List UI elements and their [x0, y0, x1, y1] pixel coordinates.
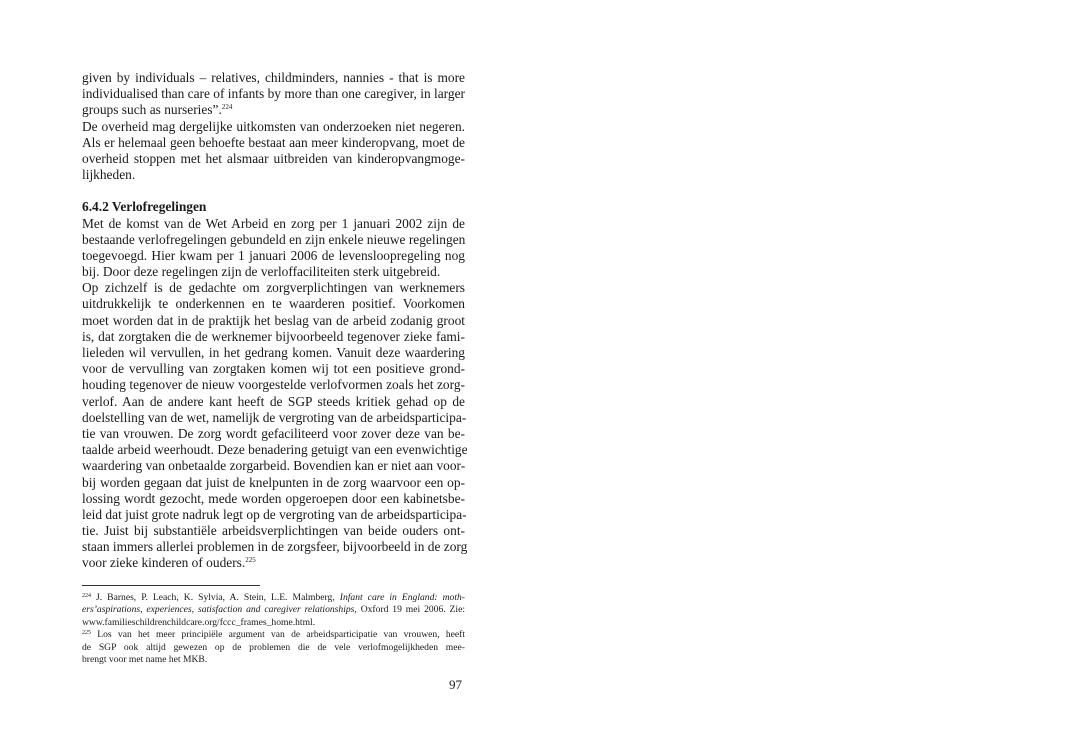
text-line: given by individuals – relatives, childminders, nannies - that is more [82, 70, 465, 85]
footnote-number: 225 [82, 630, 91, 637]
text-line [82, 102, 465, 118]
footnote-number: 224 [82, 593, 91, 599]
footnote-line [82, 592, 465, 604]
text-line: Als er helemaal geen behoefte bestaat aan meer kinderopvang, moet de [82, 134, 465, 150]
footnotes [82, 592, 465, 666]
footnote-line: brengt voor met name het MKB. [82, 653, 208, 665]
footnote-line [82, 629, 465, 641]
text-line: houding tegenover de nieuw voorgestelde verlofvormen zoals het zorg- [82, 377, 465, 393]
text-line: tie van vrouwen. De zorg wordt gefaciliteerd voor zover deze van be- [82, 425, 465, 441]
section-heading: 6.4.2 Verlofregelingen [82, 199, 207, 215]
footnote-text: Los van het meer principiële argument van de arbeidsparticipatie van vrouwen, heeft [91, 629, 465, 641]
text-line: toegevoegd. Hier kwam per 1 januari 2006 de levensloopregeling nog [82, 247, 465, 263]
text-fragment: groups such as nurseries”. [82, 102, 222, 118]
text-line: tie. Juist bij substantiële arbeidsverplichtingen van beide ouders ont- [82, 523, 465, 539]
footnote-line: de SGP ook altijd gewezen op de problemen die de vele verlofmogelijkheden mee- [82, 641, 465, 653]
text-line: taalde arbeid weerhoudt. Deze benadering getuigt van een evenwichtige [82, 442, 468, 458]
text-line: lossing wordt gezocht, mede worden opgeroepen door een kabinetsbe- [82, 490, 465, 506]
text-line: overheid stoppen met het alsmaar uitbreiden van kinderopvangmoge- [82, 150, 465, 166]
footnote-divider [82, 585, 260, 586]
text-line: lieleden wil vervullen, in het gedrang komen. Vanuit deze waardering [82, 345, 465, 360]
paragraph-law [82, 216, 465, 281]
text-line: De overheid mag dergelijke uitkomsten van onderzoeken niet negeren. [82, 118, 465, 134]
text-line: individualised than care of infants by more than one caregiver, in larger [82, 86, 465, 102]
paragraph-quote-end [82, 70, 465, 119]
text-line: bestaande verlofregelingen gebundeld en zijn enkele nieuwe regelingen [82, 231, 466, 247]
text-line: uitdrukkelijk te onderkennen en te waarderen positief. Voorkomen [82, 296, 465, 312]
text-line: Met de komst van de Wet Arbeid en zorg per 1 januari 2002 zijn de [82, 215, 465, 231]
text-line: voor de vervulling van zorgtaken komen wij tot een positieve grond- [82, 361, 465, 377]
text-line: staan immers allerlei problemen in de zorgsfeer, bijvoorbeeld in de zorg [82, 539, 468, 555]
footnote-225 [82, 629, 465, 666]
footnote-title: Infant care in England: moth- [339, 592, 465, 603]
text-line: moet worden dat in de praktijk het beslag van de arbeid zodanig groot [82, 312, 465, 328]
footnote-line [82, 604, 465, 616]
text-line: doelstelling van de wet, namelijk de vergroting van de arbeidsparticipa- [82, 409, 467, 425]
paragraph-care-obligations [82, 280, 468, 571]
text-fragment: voor zieke kinderen of ouders. [82, 555, 246, 571]
footnote-reference[interactable]: 224 [221, 103, 233, 112]
text-line: Op zichzelf is de gedachte om zorgverplichtingen van werknemers [82, 280, 465, 296]
text-line [82, 555, 465, 571]
text-line: leid dat juist grote nadruk legt op de vergroting van de arbeidsparticipa- [82, 506, 467, 522]
footnote-authors: J. Barnes, P. Leach, K. Sylvia, A. Stein, L.E. Malmberg, [91, 592, 340, 603]
page-number: 97 [449, 677, 462, 692]
footnote-url[interactable]: www.familieschildrenchildcare.org/fccc_frames_home.html. [82, 616, 316, 628]
footnote-title: ers’aspirations, experiences, satisfaction and caregiver relationships [82, 604, 355, 616]
text-line: is, dat zorgtaken die de werknemer bijvoorbeeld tegenover zieke fami- [82, 328, 465, 344]
text-line: lijkheden. [82, 167, 136, 183]
footnote-224 [82, 592, 465, 629]
footnote-text: , Oxford 19 mei 2006. Zie: [354, 604, 465, 616]
paragraph-government [82, 119, 465, 184]
main-text [82, 70, 468, 572]
text-line: waardering van onbetaalde zorgarbeid. Bovendien kan er niet aan voor- [82, 458, 466, 474]
footnote-reference[interactable]: 225 [245, 556, 256, 565]
text-line: bij worden gegaan dat juist de knelpunten in de zorg waarvoor een op- [82, 474, 465, 490]
text-line: bij. Door deze regelingen zijn de verloffaciliteiten sterk uitgebreid. [82, 264, 441, 280]
text-line: verlof. Aan de andere kant heeft de SGP steeds kritiek gehad op de [82, 393, 465, 409]
